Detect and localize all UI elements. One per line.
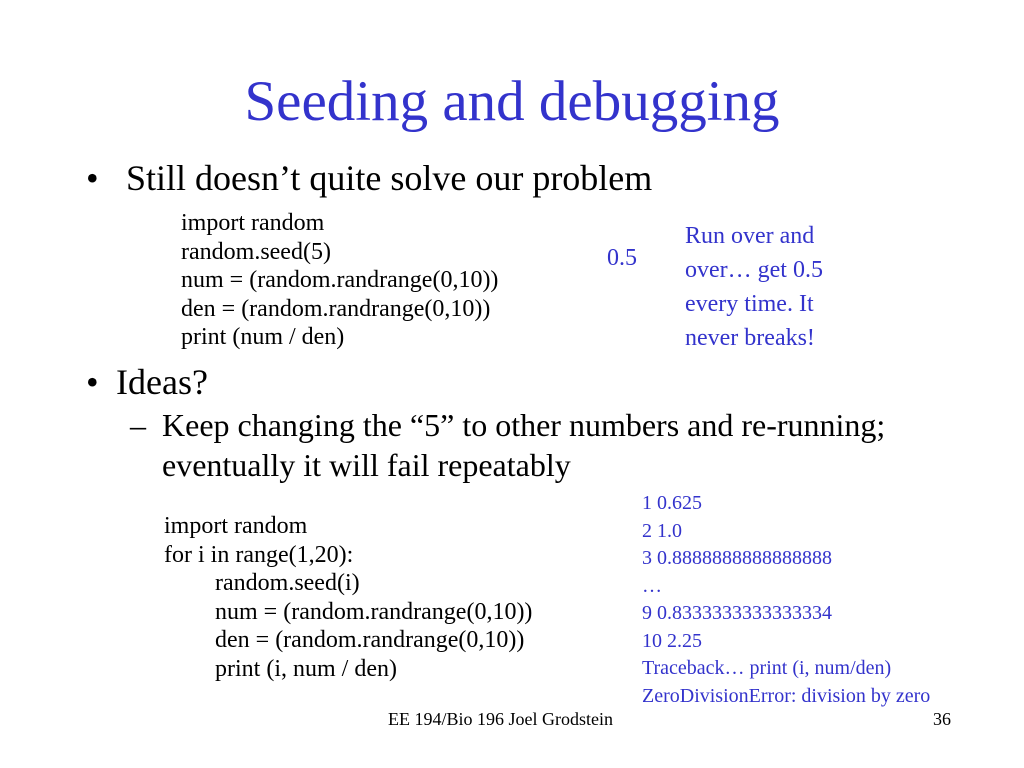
output-line: ZeroDivisionError: division by zero — [642, 684, 931, 707]
sub-bullet-line: Keep changing the “5” to other numbers and re-running; — [162, 407, 886, 443]
code-line: for i in range(1,20): — [164, 541, 354, 568]
code-line: num = (random.randrange(0,10)) — [181, 267, 499, 293]
output-line: Traceback… print (i, num/den) — [642, 657, 892, 679]
note-line: never breaks! — [685, 325, 815, 351]
bullet-still-doesnt-solve: Still doesn’t quite solve our problem — [126, 158, 653, 198]
output-line: 10 2.25 — [642, 629, 702, 652]
output-line: … — [642, 574, 662, 597]
result-value: 0.5 — [607, 245, 637, 271]
note-line: Run over and — [685, 223, 815, 249]
bullet-marker: • — [86, 362, 99, 402]
bullet-marker: • — [86, 158, 99, 198]
sub-bullet-line: eventually it will fail repeatably — [162, 447, 571, 483]
note-line: over… get 0.5 — [685, 257, 823, 283]
code-line: random.seed(i) — [215, 570, 360, 596]
code-block-seed-5 — [181, 209, 498, 352]
code-block-seed-loop — [164, 512, 532, 683]
code-line: print (num / den) — [181, 324, 345, 350]
sub-bullet-dash: – — [130, 407, 146, 443]
slide-title: Seeding and debugging — [244, 70, 780, 133]
code-line: print (i, num / den) — [215, 655, 397, 682]
output-line: 3 0.8888888888888888 — [642, 547, 832, 569]
page-number: 36 — [933, 709, 951, 729]
code-line: import random — [164, 513, 308, 539]
footer-text: EE 194/Bio 196 Joel Grodstein — [388, 709, 613, 729]
code-line: den = (random.randrange(0,10)) — [215, 627, 525, 653]
code-line: import random — [181, 210, 325, 236]
output-line: 9 0.8333333333333334 — [642, 602, 832, 624]
note-run-over-and-over — [685, 219, 823, 355]
code-line: num = (random.randrange(0,10)) — [215, 598, 533, 625]
sub-bullet-keep-changing — [162, 405, 885, 485]
bullet-ideas: Ideas? — [116, 362, 208, 402]
note-line: every time. It — [685, 291, 814, 317]
output-line: 1 0.625 — [642, 492, 702, 514]
code-line: den = (random.randrange(0,10)) — [181, 295, 491, 322]
output-line: 2 1.0 — [642, 519, 682, 542]
code-line: random.seed(5) — [181, 238, 331, 265]
program-output — [642, 490, 930, 710]
